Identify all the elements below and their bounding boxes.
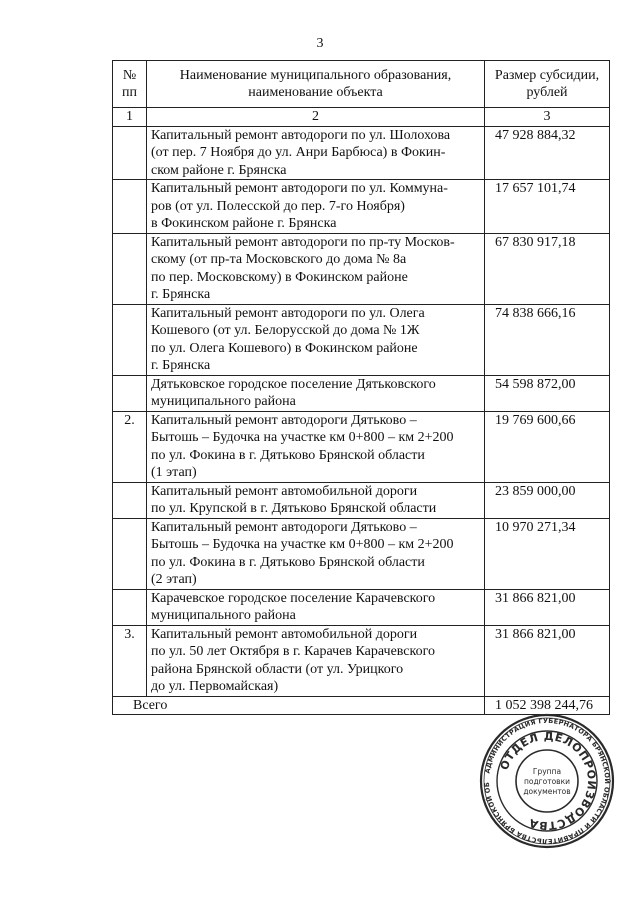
stamp-outer-text: АДМИНИСТРАЦИЯ ГУБЕРНАТОРА БРЯНСКОЙ ОБЛАСТИ И ПРАВИТЕЛЬСТВА БРЯНСКОЙ ОБ xyxy=(482,716,612,846)
stamp-seal-icon xyxy=(478,712,616,850)
row-amount: 10 970 271,34 xyxy=(485,518,610,589)
stamp-center-line-2: подготовки xyxy=(524,777,570,786)
header-col-name: Наименование муниципального образования, наименование объекта xyxy=(147,61,485,108)
office-stamp xyxy=(478,712,616,850)
index-cell: 2 xyxy=(147,108,485,127)
row-name: Капитальный ремонт автодороги по ул. Коммуна- ров (от ул. Полесской до пер. 7-го Ноября) в Фокинском районе г. Брянска xyxy=(147,180,485,234)
total-amount: 1 052 398 244,76 xyxy=(485,696,610,715)
index-cell: 3 xyxy=(485,108,610,127)
table-row xyxy=(113,411,610,482)
table-row xyxy=(113,518,610,589)
row-number xyxy=(113,482,147,518)
row-name: Капитальный ремонт автодороги по ул. Шолохова (от пер. 7 Ноября до ул. Анри Барбюса) в Фокин- ском районе г. Брянска xyxy=(147,126,485,180)
table-row xyxy=(113,625,610,696)
table-row xyxy=(113,233,610,304)
table-row xyxy=(113,375,610,411)
header-col-amount: Размер субсидии, рублей xyxy=(485,61,610,108)
index-cell: 1 xyxy=(113,108,147,127)
stamp-center-line-1: Группа xyxy=(532,767,562,776)
row-number xyxy=(113,518,147,589)
table-index-row xyxy=(113,108,610,127)
row-name: Капитальный ремонт автодороги Дятьково – Бытошь – Будочка на участке км 0+800 – км 2+200 по ул. Фокина в г. Дятьково Брянской области (1 этап) xyxy=(147,411,485,482)
row-amount: 67 830 917,18 xyxy=(485,233,610,304)
row-amount: 19 769 600,66 xyxy=(485,411,610,482)
row-amount: 17 657 101,74 xyxy=(485,180,610,234)
row-amount: 31 866 821,00 xyxy=(485,589,610,625)
row-amount: 47 928 884,32 xyxy=(485,126,610,180)
row-number xyxy=(113,233,147,304)
stamp-center-line-3: документов xyxy=(523,787,571,796)
table-row xyxy=(113,589,610,625)
row-name: Капитальный ремонт автомобильной дороги по ул. Крупской в г. Дятьково Брянской области xyxy=(147,482,485,518)
row-number xyxy=(113,304,147,375)
row-number xyxy=(113,375,147,411)
row-amount: 74 838 666,16 xyxy=(485,304,610,375)
stamp-ring-text: ОТДЕЛ ДЕЛОПРОИЗВОДСТВА xyxy=(497,729,599,833)
row-name: Капитальный ремонт автодороги по пр-ту Москов- скому (от пр-та Московского до дома № 8а по пер. Московскому) в Фокинском районе г. Брянска xyxy=(147,233,485,304)
row-name: Капитальный ремонт автодороги по ул. Олега Кошевого (от ул. Белорусской до дома № 1Ж по ул. Олега Кошевого) в Фокинском районе г. Брянска xyxy=(147,304,485,375)
row-name: Капитальный ремонт автодороги Дятьково – Бытошь – Будочка на участке км 0+800 – км 2+200 по ул. Фокина в г. Дятьково Брянской области (2 этап) xyxy=(147,518,485,589)
row-amount: 23 859 000,00 xyxy=(485,482,610,518)
row-number: 3. xyxy=(113,625,147,696)
row-amount: 54 598 872,00 xyxy=(485,375,610,411)
table-row xyxy=(113,126,610,180)
header-col-number: № пп xyxy=(113,61,147,108)
table-header-row xyxy=(113,61,610,108)
table-row xyxy=(113,304,610,375)
row-amount: 31 866 821,00 xyxy=(485,625,610,696)
subsidy-table xyxy=(112,60,610,715)
table-row xyxy=(113,180,610,234)
page-number: 3 xyxy=(316,36,324,51)
row-name: Дятьковское городское поселение Дятьковского муниципального района xyxy=(147,375,485,411)
row-name: Капитальный ремонт автомобильной дороги по ул. 50 лет Октября в г. Карачев Карачевского района Брянской области (от ул. Урицкого до ул. Первомайская) xyxy=(147,625,485,696)
total-label: Всего xyxy=(113,696,485,715)
row-number: 2. xyxy=(113,411,147,482)
row-number xyxy=(113,589,147,625)
row-number xyxy=(113,180,147,234)
table-row xyxy=(113,482,610,518)
row-name: Карачевское городское поселение Карачевского муниципального района xyxy=(147,589,485,625)
row-number xyxy=(113,126,147,180)
